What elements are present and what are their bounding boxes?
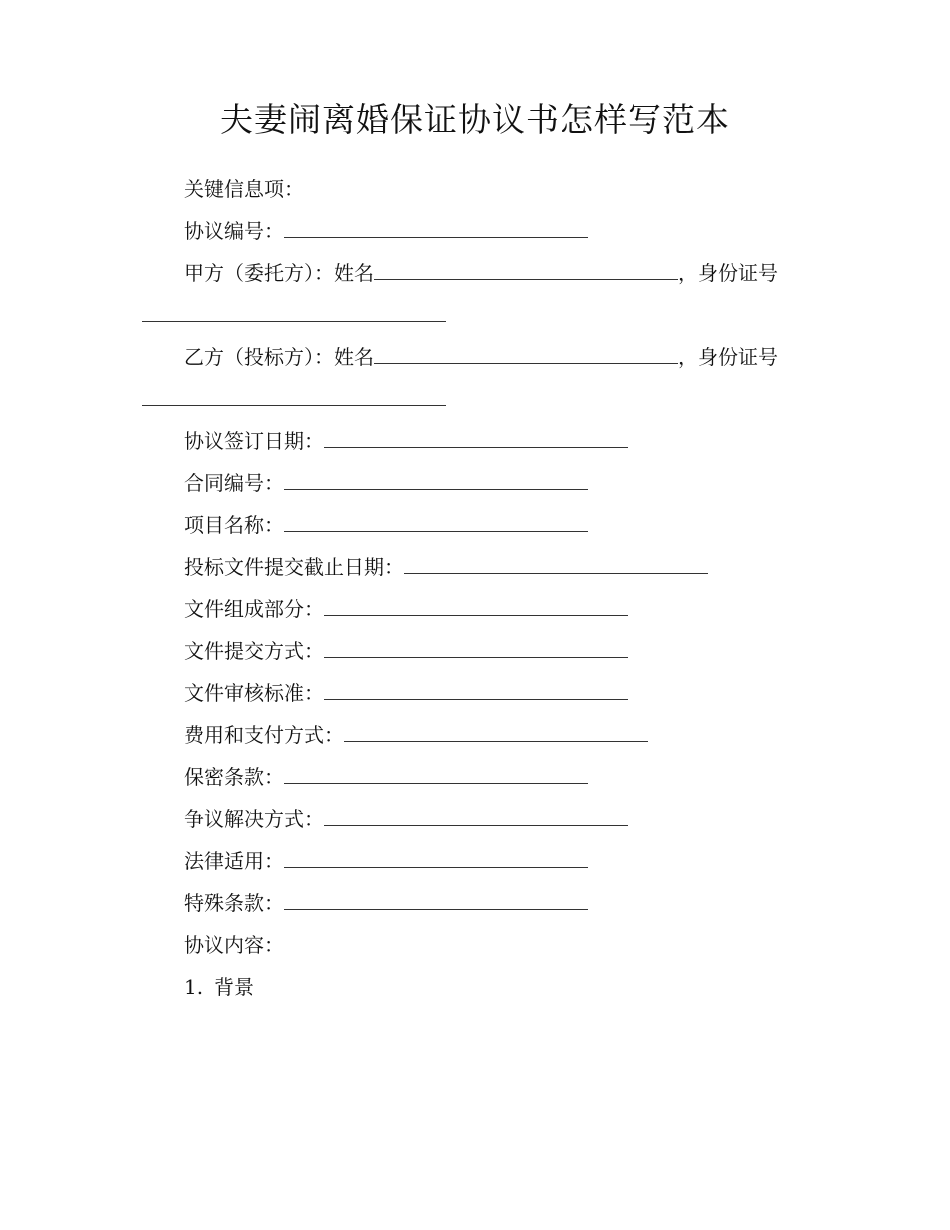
party-a-id-label: ，身份证号 <box>678 261 778 285</box>
submit-method-blank <box>324 635 628 658</box>
deadline-label: 投标文件提交截止日期： <box>184 555 404 579</box>
review-standard-line <box>142 672 802 714</box>
payment-label: 费用和支付方式： <box>184 723 344 747</box>
payment-line <box>142 714 802 756</box>
project-name-label: 项目名称： <box>184 513 284 537</box>
submit-method-line <box>142 630 802 672</box>
party-b-name-blank <box>374 341 678 364</box>
party-b-line <box>142 336 802 420</box>
party-b-id-blank <box>142 383 446 406</box>
deadline-line <box>142 546 802 588</box>
agreement-no-blank <box>284 215 588 238</box>
section-1-title: 背景 <box>214 975 254 999</box>
document-title: 夫妻闹离婚保证协议书怎样写范本 <box>220 100 730 139</box>
payment-blank <box>344 719 648 742</box>
confidentiality-line <box>142 756 802 798</box>
party-b-id-label: ，身份证号 <box>678 345 778 369</box>
law-label: 法律适用： <box>184 849 284 873</box>
section-1-number: 1. <box>184 975 204 999</box>
dispute-line <box>142 798 802 840</box>
agreement-no-label: 协议编号： <box>184 219 284 243</box>
section-1-heading <box>142 966 802 1008</box>
confidentiality-blank <box>284 761 588 784</box>
review-standard-label: 文件审核标准： <box>184 681 324 705</box>
dispute-label: 争议解决方式： <box>184 807 324 831</box>
deadline-blank <box>404 551 708 574</box>
dispute-blank <box>324 803 628 826</box>
party-a-line <box>142 252 802 336</box>
law-line <box>142 840 802 882</box>
confidentiality-label: 保密条款： <box>184 765 284 789</box>
contract-no-line <box>142 462 802 504</box>
components-line <box>142 588 802 630</box>
party-b-label: 乙方（投标方）：姓名 <box>184 345 374 369</box>
contract-no-label: 合同编号： <box>184 471 284 495</box>
sign-date-blank <box>324 425 628 448</box>
contract-no-blank <box>284 467 588 490</box>
submit-method-label: 文件提交方式： <box>184 639 324 663</box>
special-label: 特殊条款： <box>184 891 284 915</box>
key-info-heading: 关键信息项： <box>184 177 304 201</box>
sign-date-line <box>142 420 802 462</box>
party-a-id-blank <box>142 299 446 322</box>
agreement-no-line <box>142 210 802 252</box>
content-heading: 协议内容： <box>184 933 284 957</box>
components-blank <box>324 593 628 616</box>
special-line <box>142 882 802 924</box>
project-name-line <box>142 504 802 546</box>
party-a-name-blank <box>374 257 678 280</box>
special-blank <box>284 887 588 910</box>
law-blank <box>284 845 588 868</box>
project-name-blank <box>284 509 588 532</box>
document-body <box>142 168 802 1008</box>
party-a-label: 甲方（委托方）：姓名 <box>184 261 374 285</box>
sign-date-label: 协议签订日期： <box>184 429 324 453</box>
components-label: 文件组成部分： <box>184 597 324 621</box>
review-standard-blank <box>324 677 628 700</box>
